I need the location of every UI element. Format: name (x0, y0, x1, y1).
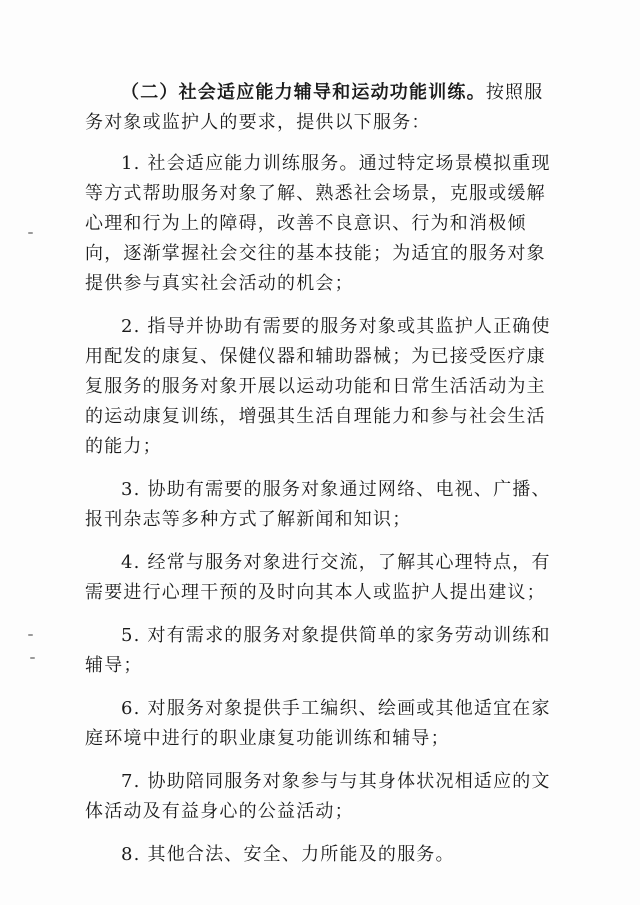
scan-speck (30, 657, 35, 659)
list-item: 6. 对服务对象提供手工编织、绘画或其他适宜在家庭环境中进行的职业康复功能训练和辅导； (85, 698, 551, 749)
scan-speck (28, 634, 33, 636)
list-item: 3. 协助有需要的服务对象通过网络、电视、广播、报刊杂志等多种方式了解新闻和知识； (85, 479, 551, 530)
list-item: 5. 对有需求的服务对象提供简单的家务劳动训练和辅导； (85, 625, 551, 676)
document-body (85, 78, 555, 883)
section-paragraph (85, 78, 555, 138)
scan-speck (28, 232, 33, 234)
list-item: 4. 经常与服务对象进行交流，了解其心理特点，有需要进行心理干预的及时向其本人或监护人提出建议； (85, 552, 551, 603)
list-item: 1. 社会适应能力训练服务。通过特定场景模拟重现等方式帮助服务对象了解、熟悉社会场景，克服或缓解心理和行为上的障碍，改善不良意识、行为和消极倾向，逐渐掌握社会交往的基本技能；为适宜的服务对象提供参与真实社会活动的机会； (85, 153, 551, 294)
list-item: 8. 其他合法、安全、力所能及的服务。 (121, 844, 455, 865)
list-item: 7. 协助陪同服务对象参与与其身体状况相适应的文体活动及有益身心的公益活动； (85, 771, 551, 822)
section-heading: （二）社会适应能力辅导和运动功能训练。 (121, 82, 486, 103)
section-intro: 按照服务对象或监护人的要求，提供以下服务： (85, 82, 544, 133)
list-item: 2. 指导并协助有需要的服务对象或其监护人正确使用配发的康复、保健仪器和辅助器械；为已接受医疗康复服务的服务对象开展以运动功能和日常生活活动为主的运动康复训练，增强其生活自理能力和参与社会生活的能力； (85, 316, 551, 457)
